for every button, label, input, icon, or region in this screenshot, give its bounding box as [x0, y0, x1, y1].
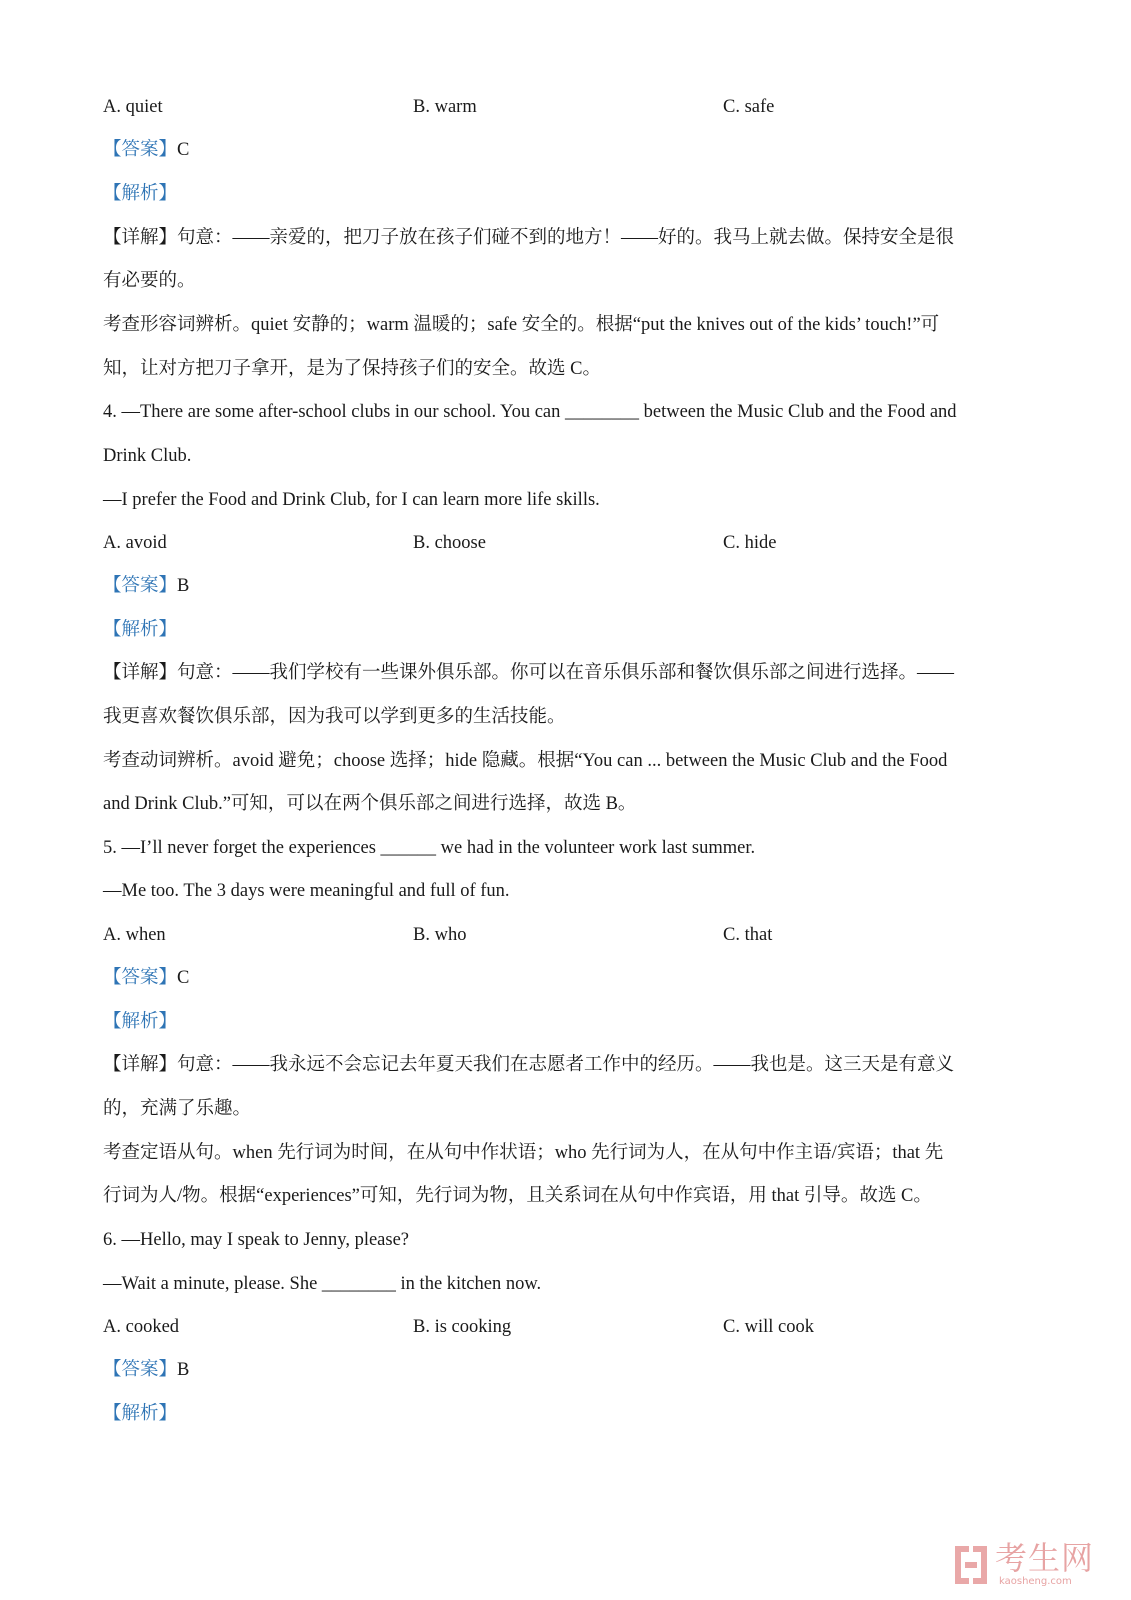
q4-analysis-tag: 【解析】 [103, 620, 178, 640]
q4-explain-line-1: 考查动词辨析。avoid 避免；choose 选择；hide 隐藏。根据“You can ... between the Music Club and the Food [103, 751, 948, 771]
q4-detail-line-2: 我更喜欢餐饮俱乐部，因为我可以学到更多的生活技能。 [103, 707, 566, 727]
q5-detail-line-2: 的，充满了乐趣。 [103, 1099, 252, 1119]
q5-option-a: A. when [103, 925, 166, 945]
q4-stem-line-3: —I prefer the Food and Drink Club, for I can learn more life skills. [103, 490, 600, 510]
q6-answer-value: B [177, 1360, 190, 1380]
q4-options [103, 531, 1003, 555]
q6-option-a: A. cooked [103, 1317, 180, 1337]
detail-tag: 【详解】 [103, 1055, 178, 1075]
detail-tag: 【详解】 [103, 228, 178, 248]
q3-answer [103, 138, 189, 162]
q5-detail-line-1 [103, 1053, 954, 1077]
q6-stem-line-2: —Wait a minute, please. She ________ in the kitchen now. [103, 1274, 542, 1294]
q3-explain-line-1: 考查形容词辨析。quiet 安静的；warm 温暖的；safe 安全的。根据“put the knives out of the kids’ touch!”可 [103, 315, 940, 335]
watermark-url: kaosheng.com [999, 1576, 1072, 1587]
watermark-logo [953, 1540, 1113, 1590]
q3-option-b: B. warm [413, 97, 477, 117]
q4-stem-line-2: Drink Club. [103, 446, 192, 466]
q4-explain-line-2: and Drink Club.”可知，可以在两个俱乐部之间进行选择，故选 B。 [103, 794, 637, 814]
q5-detail-text-1: 句意：——我永远不会忘记去年夏天我们在志愿者工作中的经历。——我也是。这三天是有意义 [177, 1055, 955, 1075]
answer-tag: 【答案】 [103, 1360, 178, 1380]
q4-detail-text-1: 句意：——我们学校有一些课外俱乐部。你可以在音乐俱乐部和餐饮俱乐部之间进行选择。—— [177, 663, 955, 683]
q6-stem-line-1: 6. —Hello, may I speak to Jenny, please? [103, 1230, 410, 1250]
q4-detail-line-1 [103, 661, 954, 685]
answer-tag: 【答案】 [103, 968, 178, 988]
q3-explain-line-2: 知，让对方把刀子拿开，是为了保持孩子们的安全。故选 C。 [103, 359, 601, 379]
q5-answer [103, 966, 189, 990]
q6-answer [103, 1358, 189, 1382]
q6-options [103, 1315, 1003, 1339]
answer-tag: 【答案】 [103, 576, 178, 596]
watermark-brand: 考生网 [995, 1539, 1095, 1577]
q5-answer-value: C [177, 968, 190, 988]
q3-analysis-tag: 【解析】 [103, 184, 178, 204]
detail-tag: 【详解】 [103, 663, 178, 683]
q6-analysis-tag: 【解析】 [103, 1404, 178, 1424]
kaosheng-logo-icon [953, 1544, 989, 1586]
q4-option-a: A. avoid [103, 533, 167, 553]
q3-option-a: A. quiet [103, 97, 163, 117]
q3-options [103, 95, 1003, 119]
q4-option-c: C. hide [723, 533, 777, 553]
q3-detail-line-1 [103, 226, 954, 250]
q3-detail-line-2: 有必要的。 [103, 271, 196, 291]
q5-stem-line-2: —Me too. The 3 days were meaningful and full of fun. [103, 881, 510, 901]
q4-answer-value: B [177, 576, 190, 596]
q6-option-c: C. will cook [723, 1317, 814, 1337]
answer-tag: 【答案】 [103, 140, 178, 160]
q3-detail-text-1: 句意：——亲爱的，把刀子放在孩子们碰不到的地方！——好的。我马上就去做。保持安全是很 [177, 228, 955, 248]
q5-explain-line-1: 考查定语从句。when 先行词为时间，在从句中作状语；who 先行词为人，在从句中作主语/宾语；that 先 [103, 1143, 944, 1163]
q6-option-b: B. is cooking [413, 1317, 512, 1337]
q5-option-c: C. that [723, 925, 773, 945]
q5-analysis-tag: 【解析】 [103, 1012, 178, 1032]
q4-answer [103, 574, 189, 598]
q5-stem-line-1: 5. —I’ll never forget the experiences ______ we had in the volunteer work last summer. [103, 838, 756, 858]
q5-options [103, 923, 1003, 947]
q5-explain-line-2: 行词为人/物。根据“experiences”可知，先行词为物，且关系词在从句中作宾语，用 that 引导。故选 C。 [103, 1186, 932, 1206]
q4-option-b: B. choose [413, 533, 486, 553]
q5-option-b: B. who [413, 925, 467, 945]
q4-stem-line-1: 4. —There are some after-school clubs in our school. You can ________ between the Music Club and the Food and [103, 402, 957, 422]
q3-answer-value: C [177, 140, 190, 160]
q3-option-c: C. safe [723, 97, 775, 117]
